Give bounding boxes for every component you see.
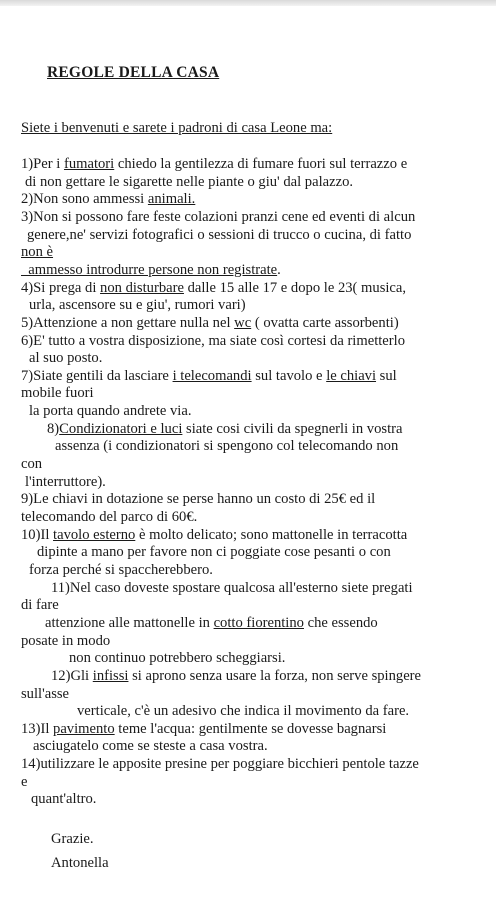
underlined-text: cotto fiorentino xyxy=(213,614,304,631)
rule-line xyxy=(27,227,411,245)
rule-text: mobile fuori xyxy=(21,385,94,402)
rule-line xyxy=(21,633,110,651)
rule-line xyxy=(21,774,27,792)
rule-text: sull'asse xyxy=(21,685,70,702)
closing-thanks: Grazie. xyxy=(51,831,94,847)
rule-line xyxy=(29,350,102,368)
rule-text: non continuo potrebbero scheggiarsi. xyxy=(69,650,286,667)
rule-line xyxy=(77,703,409,721)
rule-text: l'interruttore). xyxy=(25,473,106,490)
rule-line xyxy=(21,262,281,280)
rule-line xyxy=(21,756,419,774)
rule-line xyxy=(25,174,353,192)
underlined-text: fumatori xyxy=(63,156,115,172)
rule-text: attenzione alle mattonelle in xyxy=(45,614,214,631)
rule-line xyxy=(47,421,402,439)
underlined-text: pavimento xyxy=(53,720,115,737)
rule-line xyxy=(45,615,378,633)
rule-text: la porta quando andrete via. xyxy=(29,403,192,420)
underlined-text: wc xyxy=(234,314,252,331)
rule-line xyxy=(21,156,407,174)
rule-line xyxy=(21,315,399,333)
rule-text: chiedo la gentilezza di fumare fuori sul terrazzo e xyxy=(114,156,408,172)
rule-line xyxy=(55,438,398,456)
rule-line xyxy=(21,527,407,545)
rule-line xyxy=(21,597,59,615)
rule-line xyxy=(29,403,192,421)
rule-text: dipinte a mano per favore non ci poggiate cose pesanti o con xyxy=(37,544,391,561)
rule-line xyxy=(21,244,53,262)
rule-line xyxy=(21,333,405,351)
rule-text: 7)Siate gentili da lasciare xyxy=(21,367,173,384)
rule-line xyxy=(29,297,246,315)
rule-text: 3)Non si possono fare feste colazioni pranzi cene ed eventi di alcun xyxy=(21,208,416,225)
rule-text: urla, ascensore su e giu', rumori vari) xyxy=(29,297,246,314)
rule-line xyxy=(21,280,406,298)
rule-text: 6)E' tutto a vostra disposizione, ma siate così cortesi da rimetterlo xyxy=(21,332,405,349)
intro-text: Siete i benvenuti e sarete i padroni di casa Leone ma: xyxy=(21,120,333,136)
rule-text: verticale, c'è un adesivo che indica il movimento da fare. xyxy=(77,703,410,720)
underlined-text: ammesso introdurre persone non registrate xyxy=(21,261,278,278)
rule-line xyxy=(51,668,421,686)
underlined-text: Condizionatori e luci xyxy=(59,420,183,437)
rule-text: 11)Nel caso doveste spostare qualcosa all'esterno siete pregati xyxy=(51,579,413,596)
closing-signature: Antonella xyxy=(51,855,109,871)
rule-text: sul xyxy=(376,367,397,384)
rule-line xyxy=(21,385,94,403)
page-title: REGOLE DELLA CASA xyxy=(47,64,220,81)
rule-text: asciugatelo come se steste a casa vostra. xyxy=(33,738,268,755)
rule-text: si aprono senza usare la forza, non serve spingere xyxy=(128,667,422,684)
rule-text: è molto delicato; sono mattonelle in terracotta xyxy=(135,526,408,543)
rule-text: 2)Non sono ammessi xyxy=(21,191,148,208)
rule-text: ( ovatta carte assorbenti) xyxy=(251,314,399,331)
underlined-text: infissi xyxy=(92,667,129,684)
rule-text: siate cosi civili da spegnerli in vostra xyxy=(182,420,403,437)
rule-text: quant'altro. xyxy=(31,791,97,808)
rule-line xyxy=(21,491,375,509)
rule-line xyxy=(21,686,69,704)
rule-text: al suo posto. xyxy=(29,350,103,367)
rule-text: 9)Le chiavi in dotazione se perse hanno un costo di 25€ ed il xyxy=(21,491,376,508)
rule-line xyxy=(21,509,197,527)
rule-text: 10)Il xyxy=(21,526,54,543)
window-top-edge xyxy=(0,0,496,6)
rule-text: di non gettare le sigarette nelle piante o giu' dal palazzo. xyxy=(25,173,354,190)
rule-line xyxy=(29,562,213,580)
rule-text: con xyxy=(21,456,43,473)
rule-text: che essendo xyxy=(303,614,378,631)
rule-text: di fare xyxy=(21,597,59,614)
rule-line xyxy=(21,209,415,227)
rule-text: dalle 15 alle 17 e dopo le 23( musica, xyxy=(183,279,407,296)
rule-text: posate in modo xyxy=(21,632,111,649)
rule-line xyxy=(51,580,413,598)
rule-text: forza perché si spaccherebbero. xyxy=(29,561,213,578)
rule-line xyxy=(69,650,285,668)
rule-text: 8) xyxy=(47,420,60,437)
rule-text: . xyxy=(277,261,281,278)
underlined-text: animali. xyxy=(147,191,196,208)
rule-text: assenza (i condizionatori si spengono col telecomando non xyxy=(55,438,399,455)
rule-line xyxy=(21,456,42,474)
rule-text: sul tavolo e xyxy=(251,367,327,384)
underlined-text: non disturbare xyxy=(100,279,184,296)
underlined-text: le chiavi xyxy=(326,367,377,384)
rule-text: teme l'acqua: gentilmente se dovesse bagnarsi xyxy=(114,720,387,737)
rule-line xyxy=(21,721,386,739)
rule-text: 12)Gli xyxy=(51,667,93,684)
rule-line xyxy=(25,474,106,492)
rule-line xyxy=(33,738,268,756)
rule-line xyxy=(21,191,195,209)
rule-text: genere,ne' servizi fotografici o sessioni di trucco o cucina, di fatto xyxy=(27,226,412,243)
rule-line xyxy=(37,544,391,562)
rule-text: telecomando del parco di 60€. xyxy=(21,509,198,525)
underlined-text: tavolo esterno xyxy=(53,526,136,543)
rule-text: 5)Attenzione a non gettare nulla nel xyxy=(21,314,235,331)
rule-text: 4)Si prega di xyxy=(21,279,101,296)
rule-text: 1)Per i xyxy=(21,156,64,172)
underlined-text: non è xyxy=(21,244,54,261)
underlined-text: i telecomandi xyxy=(172,367,252,384)
rule-text: 14)utilizzare le apposite presine per poggiare bicchieri pentole tazze xyxy=(21,756,419,773)
rule-text: 13)Il xyxy=(21,720,54,737)
rule-line xyxy=(21,368,397,386)
rule-line xyxy=(31,791,96,809)
rule-text: e xyxy=(21,773,28,790)
